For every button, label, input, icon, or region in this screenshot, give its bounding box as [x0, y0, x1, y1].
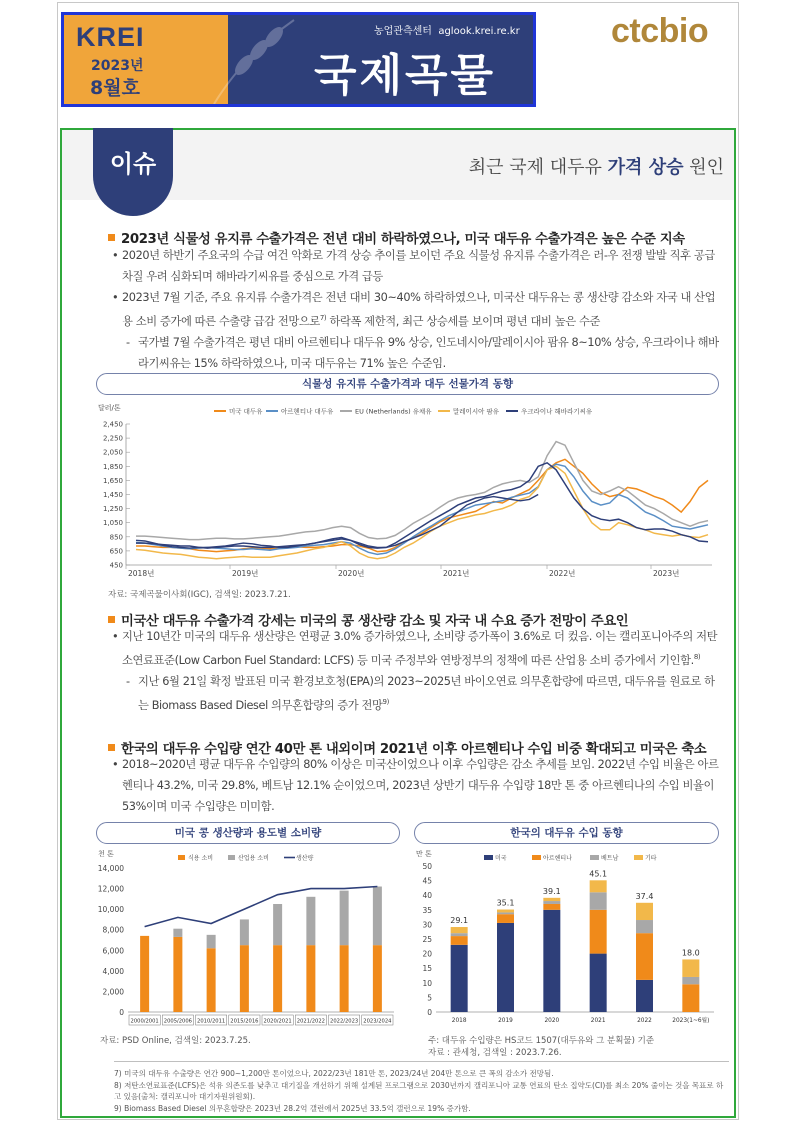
chart3-total-label: 35.1 [496, 898, 515, 908]
chart2-bar-industrial [240, 919, 249, 945]
footnote-7: 7) 미국의 대두유 수출량은 연간 900~1,200만 톤이었으나, 2022/23년 181만 톤, 2023/24년 204만 톤으로 큰 폭의 감소가 전망됨. [114, 1069, 554, 1078]
section2-bullet1-text: 지난 10년간 미국의 대두유 생산량은 연평균 3.0% 증가하였으나, 소비량 증가폭이 3.6%로 더 컸음. 이는 캘리포니아주의 저탄소연료표준(Low Carbon Fuel Standard: LCFS) 등 미국 주정부와 연방정부의 정책에 따른 산업용 소비 증가에서 기인함. [122, 630, 718, 667]
section3-bullet1: • 2018~2020년 평균 대두유 수입량의 80% 이상은 미국산이었으나 이후 수입량은 감소 추세를 보임. 2022년 수입 비율은 아르헨티나 43.2%, 미국 29.8%, 베트남 12.1% 순이었으며, 2023년 상반기 대두유 수입량 18만 톤 중 아르헨티나의 수입 비율이 53%이며 미국 수입량은 미미함. [108, 754, 720, 817]
chart3-bar-segment [682, 977, 699, 984]
section2-sub1-text: 지난 6월 21일 확정 발표된 미국 환경보호청(EPA)의 2023~2025년 바이오연료 의무혼합량에 따르면, 대두유를 원료로 하는 Biomass Based Diesel 의무혼합량의 증가 전망 [138, 674, 715, 712]
chart3-bar-segment [497, 912, 514, 914]
chart2-source: 자료: PSD Online, 검색일: 2023.7.25. [100, 1036, 251, 1046]
chart1-xtick-label: 2023년 [653, 569, 680, 578]
chart3-ytick-label: 5 [427, 993, 432, 1003]
chart2-xtick-label: 2005/2006 [163, 1018, 192, 1025]
chart3-source: 자료 : 관세청, 검색일 : 2023.7.26. [428, 1048, 562, 1058]
chart3-bar-segment [543, 901, 560, 904]
footnote-ref-7: 7) [319, 314, 327, 322]
chart2-ytick-label: 8,000 [102, 925, 124, 935]
chart3-ytick-label: 40 [422, 891, 432, 901]
section1-bullet1: • 2020년 하반기 주요국의 수급 여건 악화로 가격 상승 추이를 보이던 주요 식물성 유지류 수출가격은 러-우 전쟁 발발 직후 공급 차질 우려 심화되며 해바라기씨유를 중심으로 가격 급등 [108, 245, 720, 287]
chart3-total-label: 29.1 [450, 916, 469, 926]
chart3-ytick-label: 10 [422, 978, 432, 988]
chart3-legend-swatch [590, 855, 599, 860]
chart3-xtick-label: 2018 [451, 1018, 467, 1024]
chart2-bar-industrial [373, 887, 382, 946]
chart3-total-label: 18.0 [681, 948, 700, 958]
chart2-ytick-label: 4,000 [102, 966, 124, 976]
chart2-bar-food [240, 945, 249, 1012]
chart3-ytick-label: 20 [422, 949, 432, 959]
issue-year: 2023년 [91, 58, 144, 74]
chart3-bar-segment [636, 920, 653, 933]
chart1-ytick-label: 2,050 [102, 448, 123, 457]
chart1-legend-label: 우크라이나 해바라기씨유 [521, 407, 593, 416]
chart2-xtick-label: 2010/2011 [197, 1018, 226, 1025]
chart1-title: 식물성 유지류 수출가격과 대두 선물가격 동향 [96, 373, 719, 395]
chart2-bar-food [273, 945, 282, 1012]
chart2-bar-industrial [273, 904, 282, 945]
chart3-total-label: 45.1 [589, 869, 608, 879]
section1-heading: 2023년 식물성 유지류 수출가격은 전년 대비 하락하였으나, 미국 대두유 수출가격은 높은 수준 지속 [108, 228, 685, 247]
chart2-ytick-label: 12,000 [97, 884, 124, 894]
issue-title [469, 153, 724, 179]
krei-logo: KREI [76, 22, 145, 52]
chart2-ytick-label: 2,000 [102, 987, 124, 997]
chart3-bar-segment [451, 936, 468, 945]
chart3-xtick-label: 2023(1~6월) [672, 1018, 710, 1024]
section2-bullet1 [108, 626, 720, 671]
section1-bullet2 [108, 287, 720, 332]
chart2-bar-food [173, 937, 182, 1012]
chart1-plot [96, 398, 719, 583]
chart1-ytick-label: 450 [109, 561, 123, 570]
footnote-8: 8) 저탄소연료표준(LCFS)은 석유 의존도를 낮추고 대기질을 개선하기 위해 설계된 프로그램으로 2030년까지 캘리포니아 교통 연료의 탄소 집약도(CI)를 최소 20% 줄이는 것을 목표로 하고 있음(출처: 캘리포니아 대기자원위원회). [114, 1080, 724, 1102]
chart3-xtick-label: 2022 [637, 1018, 652, 1024]
chart1-ytick-label: 1,050 [102, 519, 123, 528]
chart1-series-line [136, 442, 708, 540]
chart3-total-label: 39.1 [542, 886, 561, 896]
chart1-legend-label: 말레이시아 팜유 [453, 407, 500, 416]
chart3-ytick-label: 35 [422, 905, 432, 915]
chart2-bar-industrial [173, 929, 182, 937]
footnote-ref-9: 9) [382, 697, 389, 706]
chart3-xtick-label: 2021 [590, 1018, 606, 1024]
chart3-title: 한국의 대두유 수입 동향 [414, 822, 719, 844]
chart1-ylabel: 달러/톤 [98, 404, 121, 412]
chart2-legend-label: 식용 소비 [188, 855, 214, 862]
banner-title: 국제곡물 [314, 50, 497, 101]
chart1-legend-label: EU (Netherlands) 유채유 [355, 407, 432, 416]
chart3-bar-segment [451, 933, 468, 936]
chart1-ytick-label: 850 [109, 533, 123, 542]
chart3-xtick-label: 2020 [544, 1018, 560, 1024]
chart2-bar-food [207, 948, 216, 1012]
issue-title-bold: 가격 상승 [607, 157, 684, 178]
chart2-bar-industrial [340, 891, 349, 946]
chart2-bar-industrial [207, 935, 216, 948]
chart2-xtick-label: 2020/2021 [263, 1018, 292, 1025]
chart3-bar-segment [590, 892, 607, 910]
chart3-bar-segment [497, 910, 514, 913]
chart1-source: 자료: 국제곡물이사회(IGC), 검색일: 2023.7.21. [108, 590, 291, 600]
banner-subtitle [374, 22, 520, 37]
chart1-xtick-label: 2018년 [128, 569, 155, 578]
chart2-xtick-label: 2015/2016 [230, 1018, 259, 1025]
section2-body [108, 626, 720, 716]
section1-body [108, 245, 720, 374]
chart3-bar-segment [451, 927, 468, 933]
issue-tab-label: 이슈 [109, 150, 157, 178]
chart2-bar-food [306, 945, 315, 1012]
chart3-xtick-label: 2019 [498, 1018, 513, 1024]
chart3-legend-label: 미국 [495, 855, 507, 862]
center-name: 농업관측센터 [374, 26, 432, 37]
section2-sub1 [108, 671, 720, 716]
chart3-bar-segment [543, 898, 560, 901]
chart1-xtick-label: 2022년 [549, 569, 576, 578]
chart2-plot [96, 846, 400, 1030]
chart1-xtick-label: 2020년 [338, 569, 365, 578]
chart1-xtick-label: 2021년 [443, 569, 470, 578]
chart1-ytick-label: 1,250 [102, 505, 123, 514]
chart3-legend-label: 베트남 [601, 855, 619, 862]
chart1-ytick-label: 1,850 [102, 462, 123, 471]
chart3-bar-segment [497, 914, 514, 923]
chart1-legend-label: 아르헨티나 대두유 [281, 407, 334, 416]
chart3-bar-segment [543, 904, 560, 910]
chart2-legend-swatch [178, 855, 185, 860]
chart3-total-label: 37.4 [635, 891, 654, 901]
chart3-legend-label: 기타 [645, 855, 657, 862]
chart3-legend-swatch [484, 855, 493, 860]
footnote-9: 9) Biomass Based Diesel 의무혼합량은 2023년 28.2억 갤런에서 2025년 33.5억 갤런으로 19% 증가함. [114, 1104, 471, 1114]
chart3-bar-segment [636, 933, 653, 980]
chart3-bar-segment [682, 984, 699, 1012]
chart1-series-line [136, 464, 708, 554]
chart3-ytick-label: 15 [422, 964, 432, 974]
chart2-title: 미국 콩 생산량과 용도별 소비량 [96, 822, 400, 844]
chart1-ytick-label: 1,650 [102, 476, 123, 485]
chart1-ytick-label: 2,250 [102, 434, 123, 443]
section1-bullet2-b: 하락폭 제한적, 최근 상승세를 보이며 평년 대비 높은 수준 [326, 314, 600, 328]
issue-title-plain: 최근 국제 대두유 [468, 157, 608, 178]
chart2-xtick-label: 2000/2001 [130, 1018, 159, 1025]
chart3-bar-segment [636, 903, 653, 920]
chart2-bar-food [340, 945, 349, 1012]
chart1-xtick-label: 2019년 [232, 569, 259, 578]
issue-month: 8월호 [90, 77, 140, 99]
chart1-ytick-label: 650 [109, 547, 123, 556]
chart3-bar-segment [451, 945, 468, 1012]
chart2-ytick-label: 6,000 [102, 946, 124, 956]
chart3-legend-swatch [634, 855, 643, 860]
chart3-bar-segment [497, 923, 514, 1012]
chart2-bar-industrial [306, 897, 315, 945]
chart2-ytick-label: 10,000 [97, 905, 124, 915]
chart3-bar-segment [590, 910, 607, 954]
footnote-divider [114, 1061, 729, 1062]
wheat-icon [204, 15, 304, 104]
chart1-legend-label: 미국 대두유 [229, 407, 263, 416]
chart3-bar-segment [590, 954, 607, 1012]
chart2-legend-swatch [228, 855, 235, 860]
chart3-ylabel: 만 톤 [416, 850, 432, 858]
chart2-legend-label: 산업용 소비 [238, 855, 269, 862]
chart2-xtick-label: 2023/2024 [363, 1018, 392, 1025]
footnote-ref-8: 8) [693, 653, 701, 661]
chart3-bar-segment [590, 880, 607, 892]
chart1-series-line [136, 466, 708, 558]
chart2-bar-food [140, 936, 149, 1012]
chart2-xtick-label: 2021/2022 [296, 1018, 325, 1025]
chart3-ytick-label: 45 [422, 876, 432, 886]
chart2-ylabel: 천 톤 [98, 850, 114, 858]
chart3-plot [414, 846, 719, 1030]
chart3-ytick-label: 0 [427, 1008, 432, 1017]
chart3-bar-segment [682, 959, 699, 977]
center-url: aglook.krei.re.kr [438, 26, 520, 37]
chart3-bar-segment [543, 910, 560, 1012]
chart3-ytick-label: 25 [422, 935, 432, 944]
chart3-bar-segment [636, 980, 653, 1012]
chart2-legend-label: 생산량 [296, 855, 314, 862]
issue-title-tail: 원인 [683, 157, 724, 178]
chart2-ytick-label: 14,000 [97, 864, 124, 873]
chart3-ytick-label: 50 [422, 862, 432, 871]
chart2-xtick-label: 2022/2023 [330, 1018, 359, 1025]
issue-tab [93, 128, 173, 216]
chart3-note: 주: 대두유 수입량은 HS코드 1507(대두유와 그 분획물) 기준 [428, 1036, 655, 1046]
chart1-ytick-label: 1,450 [102, 491, 123, 499]
section1-bullet2-a: 2023년 7월 기준, 주요 유지류 수출가격은 전년 대비 30~40% 하락하였으나, 미국산 대두유는 콩 생산량 감소와 자국 내 산업용 소비 증가에 따른 수출량 급감 전망으로 [122, 291, 716, 328]
chart3-legend-swatch [532, 855, 541, 860]
footnotes [114, 1068, 729, 1115]
section3-heading: 한국의 대두유 수입량 연간 40만 톤 내외이며 2021년 이후 아르헨티나 수입 비중 확대되고 미국은 축소 [108, 738, 706, 757]
chart3-ytick-label: 30 [422, 920, 432, 930]
header-banner [61, 12, 536, 107]
chart2-ytick-label: 0 [119, 1008, 124, 1017]
section3-body [108, 754, 720, 817]
chart2-bar-food [373, 945, 382, 1012]
brand-logo: ctcbio [611, 12, 709, 50]
chart1-ytick-label: 2,450 [102, 420, 123, 429]
chart3-legend-label: 아르헨티나 [543, 855, 572, 862]
section2-heading: 미국산 대두유 수출가격 강세는 미국의 콩 생산량 감소 및 자국 내 수요 증가 전망이 주요인 [108, 610, 628, 629]
section1-sub1: - 국가별 7월 수출가격은 평년 대비 아르헨티나 대두유 9% 상승, 인도네시아/말레이시아 팜유 8~10% 상승, 우크라이나 해바라기씨유는 15% 하락하였으나, 미국 대두유는 71% 높은 수준임. [108, 332, 720, 374]
